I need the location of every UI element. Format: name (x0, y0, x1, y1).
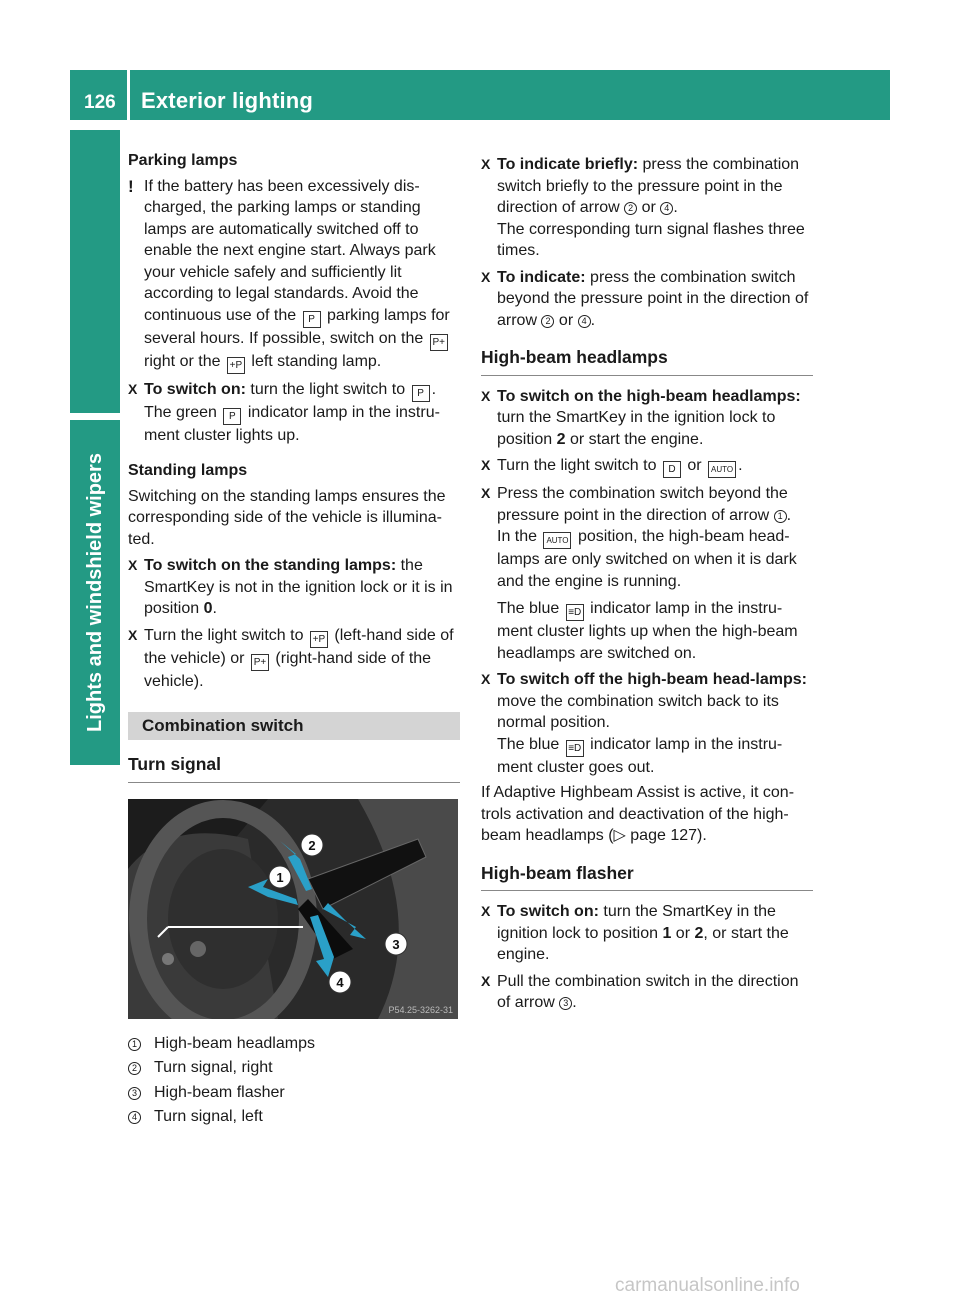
standing-step-1: X To switch on the standing lamps: the SmartKey is not in the ignition lock or it is in position 0. (128, 555, 460, 620)
legend-item: 3 High-beam flasher (128, 1082, 460, 1104)
page-ref-arrow-icon: ▷ (613, 827, 626, 844)
step-marker-icon: X (128, 380, 138, 397)
right-column (481, 150, 813, 1014)
adaptive-highbeam-paragraph: If Adaptive Highbeam Assist is active, it con-trols activation and deactivation of the high-beam headlamps (▷ page 127). (481, 784, 795, 844)
figure-callout-3: 3 (392, 936, 400, 952)
high-beam-icon: ≡D (566, 740, 584, 757)
figure-callout-2: 2 (308, 837, 316, 853)
step-marker-icon: X (481, 156, 491, 172)
high-beam-step-4: X To switch off the high-beam head-lamps: move the combination switch back to its normal position. The blue ≡D indicator lamp in the instru-ment cluster goes out. (481, 669, 813, 778)
parking-lamps-heading: Parking lamps (128, 152, 238, 169)
flasher-step-2: X Pull the combination switch in the direction of arrow 3 . (481, 971, 813, 1014)
standing-step-2: X Turn the light switch to +P (left-hand side of the vehicle) or P+ (right-hand side of the vehicle). (128, 625, 460, 693)
step-marker-icon: X (128, 626, 138, 643)
parking-lamp-icon: P (303, 311, 321, 328)
step-marker-icon: X (481, 903, 491, 919)
high-beam-step-2: X Turn the light switch to D or AUTO . (481, 455, 813, 478)
figure-code: P54.25-3262-31 (388, 1004, 453, 1015)
page-number: 126 (84, 92, 116, 113)
step-marker-icon: X (481, 457, 491, 473)
flasher-step-1: X To switch on: turn the SmartKey in the ignition lock to position 1 or 2, or start the engine. (481, 901, 813, 966)
combination-switch-photo (128, 799, 458, 1019)
figure-callout-1: 1 (276, 869, 284, 885)
indicate-step: X To indicate: press the combination switch beyond the pressure point in the direction of arrow 2 or 4 . (481, 267, 813, 332)
legend-item: 1 High-beam headlamps (128, 1033, 460, 1055)
chapter-tab (70, 420, 120, 765)
header-divider (127, 70, 130, 120)
combination-switch-illustration (128, 799, 458, 1019)
warning-icon: ! (128, 176, 134, 196)
high-beam-icon: ≡D (566, 604, 584, 621)
step-marker-icon: X (128, 557, 138, 573)
standing-lamp-left-icon: +P (227, 357, 245, 374)
standing-lamp-right-icon: P+ (251, 654, 269, 671)
standing-lamps-heading: Standing lamps (128, 462, 248, 479)
page-reference-link[interactable]: page 127 (630, 827, 698, 844)
parking-lamp-icon: P (412, 385, 430, 402)
step-marker-icon: X (481, 387, 491, 404)
page-title: Exterior lighting (141, 88, 314, 113)
high-beam-step-3: X Press the combination switch beyond the pressure point in the direction of arrow 1 . In the AUTO position, the high-beam head-lamps are only switched on when it is dark and the engine is running. The blue ≡D indicator lamp in the instru-ment cluster lights up when the high-beam headlamps are switched on. (481, 483, 813, 664)
watermark: carmanualsonline.info (615, 1275, 800, 1296)
turn-signal-heading: Turn signal (128, 754, 460, 783)
combination-switch-band: Combination switch (128, 712, 460, 740)
left-column (128, 150, 460, 1128)
indicate-briefly-step: X To indicate briefly: press the combination switch briefly to the pressure point in the direction of arrow 2 or 4 . The corresponding turn signal flashes three times. (481, 154, 813, 262)
legend-item: 4 Turn signal, left (128, 1106, 460, 1128)
side-block (70, 130, 120, 413)
warning-text: If the battery has been excessively dis-charged, the parking lamps or standing lamps are automatically switched off to enable the next engine start. Always park your vehicle safely and sufficiently lit according to legal standards. Avoid the continuous use of the P parking lamps for several hours. If possible, switch on the P+ right or the +P left standing lamp. (144, 176, 460, 374)
step-marker-icon: X (481, 671, 491, 687)
high-beam-headlamps-heading: High-beam headlamps (481, 347, 813, 376)
standing-lamps-paragraph: Switching on the standing lamps ensures the corresponding side of the vehicle is illumina-ted. (128, 487, 446, 548)
chapter-tab-label: Lights and windshield wipers (83, 453, 106, 732)
legend-item: 2 Turn signal, right (128, 1057, 460, 1079)
high-beam-step-1: X To switch on the high-beam headlamps: turn the SmartKey in the ignition lock to position 2 or start the engine. (481, 386, 813, 451)
standing-lamp-left-icon: +P (310, 631, 328, 648)
battery-warning (128, 176, 460, 374)
high-beam-flasher-heading: High-beam flasher (481, 863, 813, 892)
step-marker-icon: X (481, 972, 491, 989)
auto-icon: AUTO (708, 461, 736, 478)
step-marker-icon: X (481, 485, 491, 501)
parking-lamp-icon: P (223, 408, 241, 425)
step-marker-icon: X (481, 268, 491, 285)
parking-switch-on-step: X To switch on: turn the light switch to P . The green P indicator lamp in the instru-ment cluster lights up. (128, 379, 460, 447)
auto-icon: AUTO (543, 532, 571, 549)
low-beam-icon: D (663, 461, 681, 478)
standing-lamp-right-icon: P+ (430, 334, 448, 351)
figure-callout-4: 4 (336, 974, 344, 990)
